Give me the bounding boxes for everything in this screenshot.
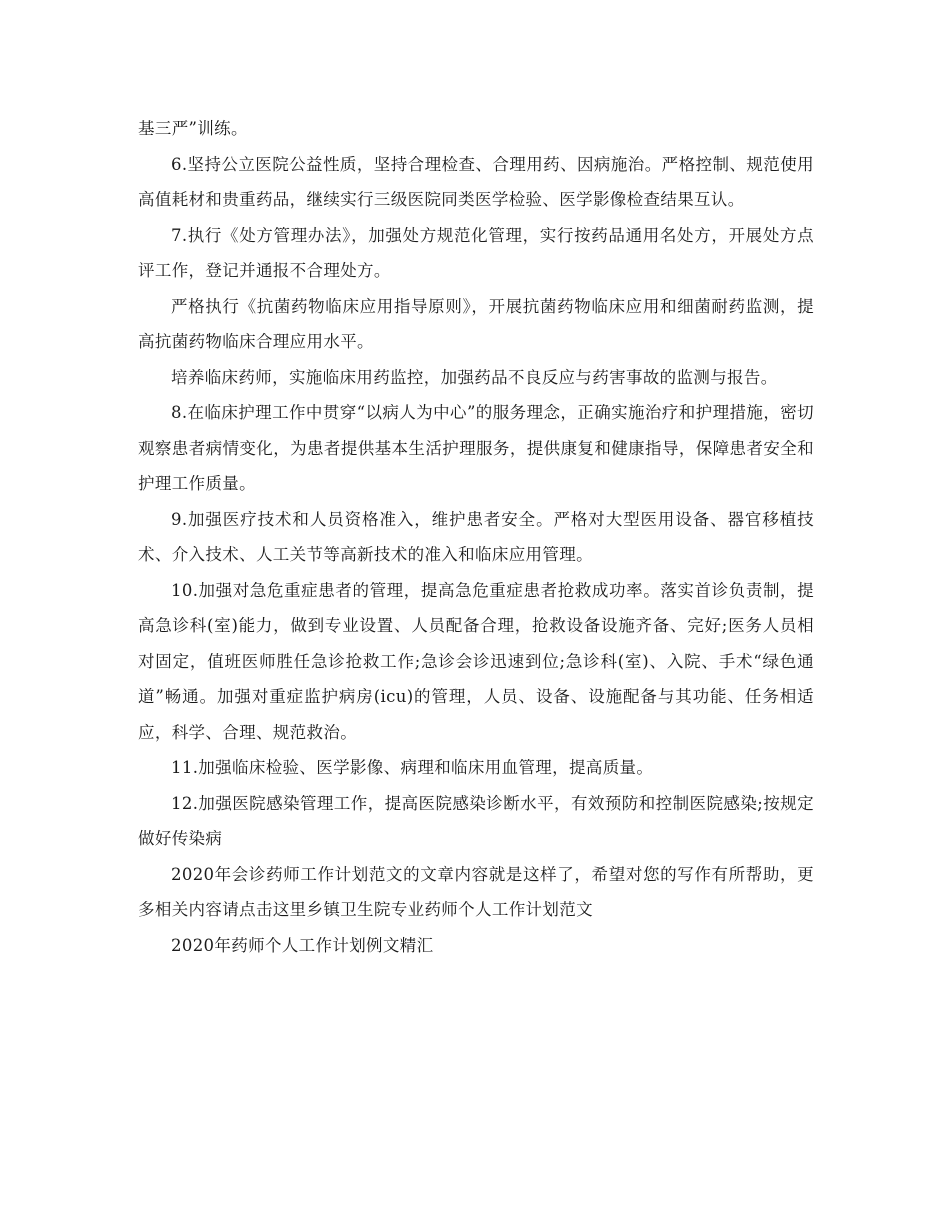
paragraph-clinical-pharmacist: 培养临床药师，实施临床用药监控，加强药品不良反应与药害事故的监测与报告。 (171, 367, 778, 387)
paragraph-antibiotics: 严格执行《抗菌药物临床应用指导原则》，开展抗菌药物临床应用和细菌耐药监测，提高抗菌药物临床合理应用水平。 (138, 296, 814, 351)
paragraph-related-title: 2020年药师个人工作计划例文精汇 (171, 935, 434, 955)
paragraph-item-11: 11.加强临床检验、医学影像、病理和临床用血管理，提高质量。 (171, 758, 654, 777)
paragraph-item-6: 6.坚持公立医院公益性质，坚持合理检查、合理用药、因病施治。严格控制、规范使用高值耗材和贵重药品，继续实行三级医院同类医学检验、医学影像检查结果互认。 (138, 154, 814, 209)
document-body (138, 111, 814, 963)
paragraph-closing: 2020年会诊药师工作计划范文的文章内容就是这样了，希望对您的写作有所帮助，更多相关内容请点击这里乡镇卫生院专业药师个人工作计划范文 (138, 864, 814, 919)
paragraph-item-12: 12.加强医院感染管理工作，提高医院感染诊断水平，有效预防和控制医院感染;按规定做好传染病 (138, 793, 814, 848)
paragraph-continuation: 基三严”训练。 (138, 119, 248, 138)
paragraph-item-9: 9.加强医疗技术和人员资格准入，维护患者安全。严格对大型医用设备、器官移植技术、介入技术、人工关节等高新技术的准入和临床应用管理。 (138, 509, 814, 564)
paragraph-item-8: 8.在临床护理工作中贯穿“以病人为中心”的服务理念，正确实施治疗和护理措施，密切观察患者病情变化，为患者提供基本生活护理服务，提供康复和健康指导，保障患者安全和护理工作质量。 (138, 403, 814, 493)
paragraph-item-10: 10.加强对急危重症患者的管理，提高急危重症患者抢救成功率。落实首诊负责制，提高急诊科(室)能力，做到专业设置、人员配备合理，抢救设备设施齐备、完好;医务人员相对固定，值班医师胜任急诊抢救工作;急诊会诊迅速到位;急诊科(室)、入院、手术“绿色通道”畅通。加强对重症监护病房(icu)的管理，人员、设备、设施配备与其功能、任务相适应，科学、合理、规范救治。 (138, 580, 814, 742)
paragraph-item-7: 7.执行《处方管理办法》，加强处方规范化管理，实行按药品通用名处方，开展处方点评工作，登记并通报不合理处方。 (138, 225, 814, 280)
